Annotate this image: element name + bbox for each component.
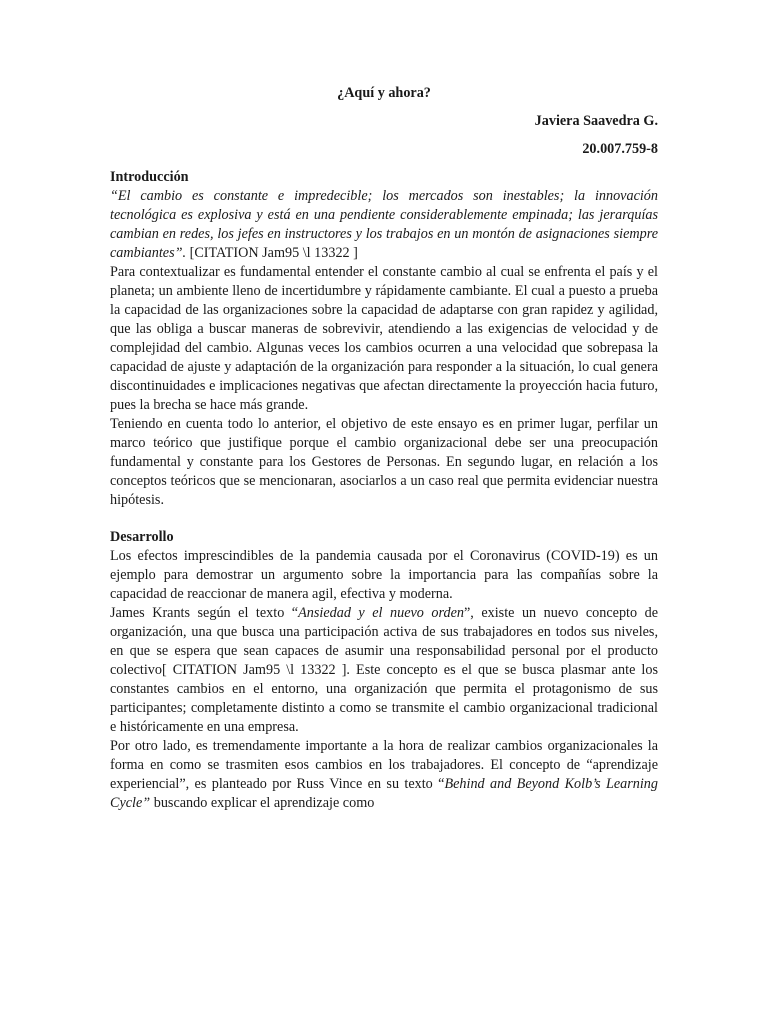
vince-book-title: Behind and Beyond Kolb’s Learning Cycle” <box>110 776 658 811</box>
author-name: Javiera Saavedra G. <box>534 113 658 129</box>
quote-citation: [CITATION Jam95 \l 13322 ] <box>186 245 358 261</box>
intro-heading: Introducción <box>110 169 189 185</box>
vince-text-pre: Por otro lado, es tremendamente importante a la hora de realizar cambios organizacionales la forma en como se trasmiten esos cambios en los trabajadores. El concepto de “aprendizaje experiencial”, es planteado por Russ Vince en su texto “ <box>110 738 658 792</box>
intro-quote <box>110 187 658 263</box>
quote-text: “El cambio es constante e impredecible; los mercados son inestables; la innovación tecnológica es explosiva y está en una pendiente considerablemente empinada; las jerarquías cambian en redes, los jefes en instructores y los trabajos en un montón de asignaciones siempre cambiantes”. <box>110 188 658 261</box>
krants-text-post: ”, existe un nuevo concepto de organización, una que busca una participación activa de sus trabajadores en todos sus niveles, en que se espera que sean capaces de asumir una responsabilidad personal por el producto colectivo[ CITATION Jam95 \l 13322 ]. Este concepto es el que se busca plasmar ante los constantes cambios en el entorno, una organización que permita el protagonismo de sus participantes; completamente distinto a como se transmite el cambio organizacional tradicional e históricamente en una empresa. <box>110 605 658 735</box>
paragraph-krants <box>110 604 658 737</box>
krants-book-title: Ansiedad y el nuevo orden <box>298 605 464 621</box>
author-id-number: 20.007.759-8 <box>582 141 658 157</box>
paragraph-objective: Teniendo en cuenta todo lo anterior, el objetivo de este ensayo es en primer lugar, perfilar un marco teórico que justifique porque el cambio organizacional debe ser una preocupación fundamental y constante para los Gestores de Personas. En segundo lugar, en relación a los conceptos teóricos que se mencionaran, asociarlos a un caso real que permita evidenciar nuestra hipótesis. <box>110 416 658 508</box>
vince-text-post: buscando explicar el aprendizaje como <box>150 795 375 811</box>
paragraph-vince <box>110 737 658 813</box>
development-heading: Desarrollo <box>110 529 174 545</box>
paragraph-pandemic: Los efectos imprescindibles de la pandemia causada por el Coronavirus (COVID-19) es un ejemplo para demostrar un argumento sobre la importancia para las compañías sobre la capacidad de reaccionar de manera agil, efectiva y moderna. <box>110 548 658 602</box>
paragraph-context: Para contextualizar es fundamental entender el constante cambio al cual se enfrenta el país y el planeta; un ambiente lleno de incertidumbre y rápidamente cambiante. El cual a puesto a prueba la capacidad de las organizaciones sobre la capacidad de adaptarse con gran rapidez y agilidad, que las obliga a buscar maneras de sobrevivir, atendiendo a las exigencias de velocidad y de complejidad del cambio. Algunas veces los cambios ocurren a una velocidad que sobrepasa la capacidad de ajuste y adaptación de la organización para responder a la situación, lo cual genera discontinuidades e implicaciones negativas que afectan directamente la proyección hacia futuro, pues la brecha se hace más grande. <box>110 264 658 413</box>
document-page <box>110 84 658 813</box>
document-title: ¿Aquí y ahora? <box>337 85 431 101</box>
krants-text-pre: James Krants según el texto “ <box>110 605 299 621</box>
